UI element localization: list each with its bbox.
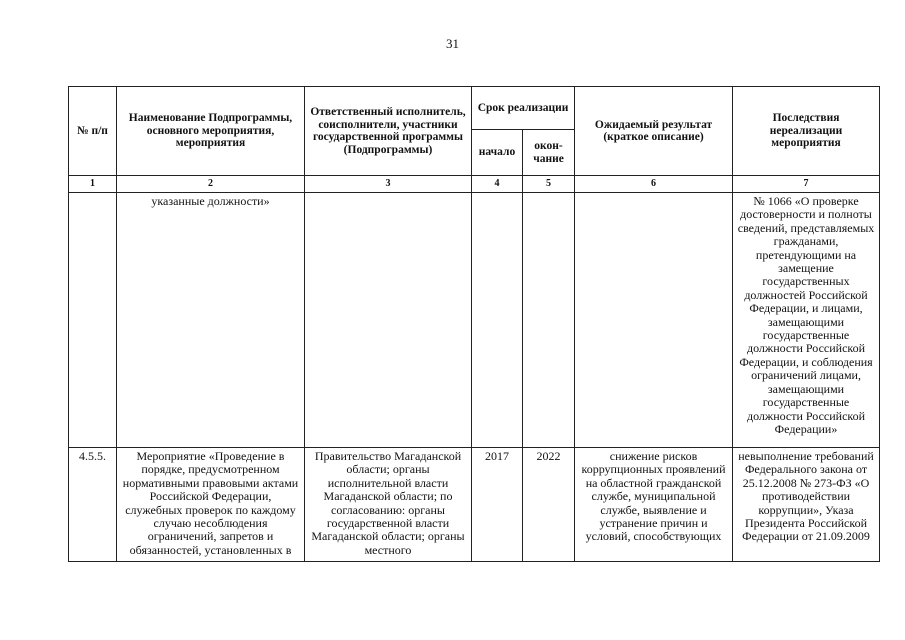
row-name: Мероприятие «Проведение в порядке, предусмотренном нормативными правовыми актами Российской Федерации, служебных проверок по каждому случаю несоблюдения ограничений, запретов и обязанностей, установленных в <box>117 448 305 562</box>
column-number: 4 <box>472 176 523 193</box>
row-end: 2022 <box>523 448 575 562</box>
column-number: 6 <box>575 176 733 193</box>
header-num: № п/п <box>69 87 117 176</box>
row-executor <box>305 193 472 448</box>
column-number-row <box>69 176 880 193</box>
column-number: 3 <box>305 176 472 193</box>
column-number: 1 <box>69 176 117 193</box>
table-row <box>69 193 880 448</box>
header-consequences: Последствия нереализации мероприятия <box>733 87 880 176</box>
row-result: снижение рисков коррупционных проявлений на областной гражданской службе, муниципальной службе, выявление и устранение причин и условий, способствующих <box>575 448 733 562</box>
row-start <box>472 193 523 448</box>
row-result <box>575 193 733 448</box>
row-start: 2017 <box>472 448 523 562</box>
program-table <box>68 86 880 562</box>
row-executor: Правительство Магаданской области; органы исполнительной власти Магаданской области; по согласованию: органы государственной власти Магаданской области; органы местного <box>305 448 472 562</box>
column-number: 5 <box>523 176 575 193</box>
row-end <box>523 193 575 448</box>
header-end: окон-чание <box>523 130 575 176</box>
column-number: 7 <box>733 176 880 193</box>
row-consequences: № 1066 «О проверке достоверности и полноты сведений, представляемых гражданами, претендующими на замещение государственных должностей Российской Федерации, и лицами, замещающими государственные должности Российской Федерации, и соблюдения ограничений лицами, замещающими государственные должности Российской Федерации» <box>733 193 880 448</box>
header-name: Наименование Подпрограммы, основного мероприятия, мероприятия <box>117 87 305 176</box>
header-executor: Ответственный исполнитель, соисполнители, участники государственной программы (Подпрограммы) <box>305 87 472 176</box>
row-consequences: невыполнение требований Федерального закона от 25.12.2008 № 273-ФЗ «О противодействии коррупции», Указа Президента Российской Федерации от 21.09.2009 <box>733 448 880 562</box>
column-number: 2 <box>117 176 305 193</box>
row-num: 4.5.5. <box>69 448 117 562</box>
table-row <box>69 448 880 562</box>
header-start: начало <box>472 130 523 176</box>
header-term: Срок реализации <box>472 87 575 130</box>
header-result: Ожидаемый результат (краткое описание) <box>575 87 733 176</box>
row-num <box>69 193 117 448</box>
row-name: указанные должности» <box>117 193 305 448</box>
page-number: 31 <box>446 36 459 51</box>
